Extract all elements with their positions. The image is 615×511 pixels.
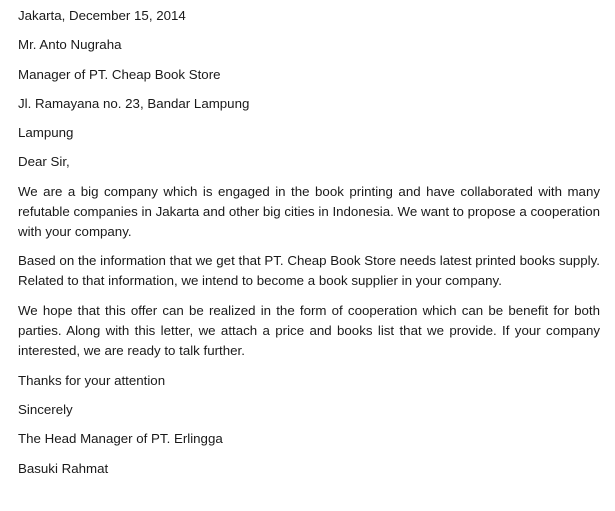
recipient-name: Mr. Anto Nugraha <box>18 37 122 53</box>
sender-title: The Head Manager of PT. Erlingga <box>18 431 223 447</box>
paragraph-introduction: We are a big company which is engaged in the book printing and have collaborated with many refutable companies in Jakarta and other big cities in Indonesia. We want to propose a cooperation with your company. <box>18 183 600 239</box>
salutation: Dear Sir, <box>18 154 70 170</box>
paragraph-purpose: Based on the information that we get that PT. Cheap Book Store needs latest printed books supply. Related to that information, we intend to become a book supplier in your company. <box>18 253 600 289</box>
recipient-address: Jl. Ramayana no. 23, Bandar Lampung <box>18 95 250 111</box>
recipient-city: Lampung <box>18 125 74 141</box>
paragraph-offer: We hope that this offer can be realized in the form of cooperation which can be benefit for both parties. Along with this letter, we attach a price and books list that we provide. If your company interested, we are ready to talk further. <box>18 303 600 359</box>
recipient-title: Manager of PT. Cheap Book Store <box>18 66 221 82</box>
closing: Sincerely <box>18 402 73 418</box>
letter-body <box>18 6 600 488</box>
letter-date: Jakarta, December 15, 2014 <box>18 8 186 23</box>
sender-name: Basuki Rahmat <box>18 460 109 476</box>
closing-thanks: Thanks for your attention <box>18 372 166 388</box>
